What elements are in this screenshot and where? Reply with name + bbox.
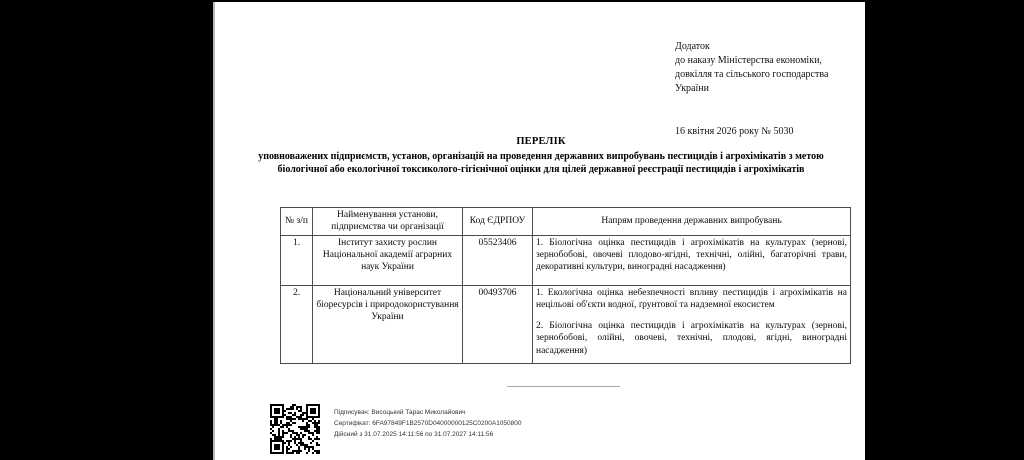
test-directions	[533, 235, 851, 285]
edrpou-code: 05523406	[463, 235, 533, 285]
direction-paragraph: 2. Біологічна оцінка пестицидів і агрохімікатів на культурах (зернові, зернобобові, олійні, овочеві, технічні, плодові, ягідні, виноградні насадження)	[536, 321, 847, 356]
col-header-number: № з/п	[281, 208, 313, 236]
col-header-direction: Напрям проведення державних випробувань	[533, 208, 851, 236]
certificate-validity: Дійсний з 31.07.2025 14:11:56 по 31.07.2027 14:11:56	[334, 431, 494, 438]
qr-code-icon	[270, 404, 320, 456]
appendix-line: до наказу Міністерства економіки,	[675, 55, 822, 66]
order-date-number: 16 квітня 2026 року № 5030	[675, 126, 794, 137]
edrpou-code: 00493706	[463, 285, 533, 363]
institution-name: Інститут захисту рослин Національної академії аграрних наук України	[313, 235, 463, 285]
title-subtitle: уповноважених підприємств, установ, організацій на проведення державних випробувань пестицидів і агрохімікатів з метою біологічної або екологічної токсиколого-гігієнічної оцінки для цілей державної реєстрації пестицидів і агрохімікатів	[258, 151, 824, 175]
row-number: 2.	[281, 285, 313, 363]
certificate-serial: Сертифікат: 6FA97849F1B2570D04000000125C0200A1050800	[334, 420, 522, 427]
appendix-block	[675, 40, 860, 139]
row-number: 1.	[281, 235, 313, 285]
table-header-row	[281, 208, 851, 236]
table-row	[281, 235, 851, 285]
appendix-line: довкілля та сільського господарства	[675, 69, 829, 80]
direction-paragraph: 1. Екологічна оцінка небезпечності впливу пестицидів і агрохімікатів на нецільові об'єкти водної, ґрунтової та надземної екосистем	[536, 287, 847, 310]
title-heading: ПЕРЕЛІК	[516, 136, 566, 147]
esignature-stamp	[270, 404, 522, 456]
registry-table	[280, 207, 851, 364]
direction-paragraph: 1. Біологічна оцінка пестицидів і агрохімікатів на культурах (зернові, зернобобові, овочеві плодово-ягідні, технічні, олійні, багаторічні трави, декоративні культури, виноградні насадження)	[536, 237, 847, 273]
document-title	[255, 135, 827, 176]
table-row	[281, 285, 851, 363]
col-header-name: Найменування установи, підприємства чи організації	[313, 208, 463, 236]
appendix-line: України	[675, 83, 709, 94]
institution-name: Національний університет біоресурсів і природокористування України	[313, 285, 463, 363]
col-header-code: Код ЄДРПОУ	[463, 208, 533, 236]
appendix-line: Додаток	[675, 41, 710, 52]
signature-line	[507, 386, 620, 387]
esignature-details	[334, 404, 522, 456]
document-page	[213, 2, 865, 460]
signer-name: Підписувач: Висоцький Тарас Миколайович	[334, 409, 466, 416]
test-directions	[533, 285, 851, 363]
